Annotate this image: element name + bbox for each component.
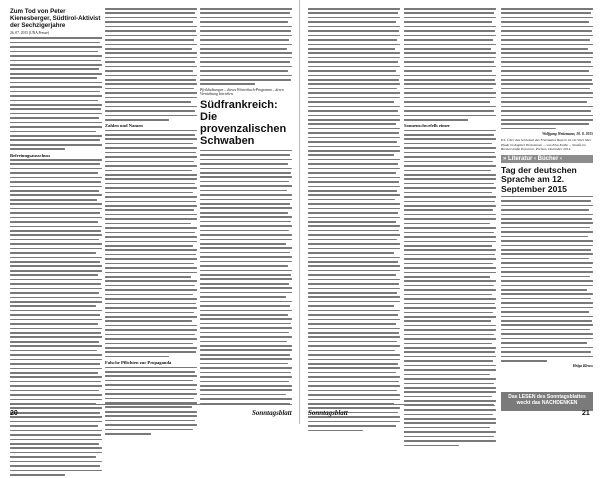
article-kicker: Pfeildichtungen – dieses Wörterbuch-Programm – deren Vernichtung betrieben. <box>200 87 284 97</box>
body-text-block <box>501 8 593 129</box>
body-text-block <box>404 130 496 447</box>
article-byline: 26. 07. 2015 (UNA Presse) <box>10 31 49 35</box>
footer-rule <box>308 404 494 405</box>
body-text-block <box>308 8 400 431</box>
promo-box: Das LESEN des Sonntagsblattes weckt das NACHDENKEN <box>501 392 593 411</box>
body-text-block <box>404 8 496 121</box>
body-text-block <box>200 150 292 405</box>
body-text-block <box>105 8 197 121</box>
column-4 <box>308 8 400 434</box>
postscript-note: P.S. Über das Schicksal des Freistaates Bayern ist ein Wort über Pfade im Kapitel Vorkommen ... von Elsa Kolbe ... Straße im Bremerstraße Provence, Preisen, Dezember 2014. <box>501 138 592 151</box>
footer-rule <box>10 404 292 405</box>
publication-brand: Sonntagsblatt <box>308 409 348 417</box>
author-signature: Wolfgang Weitzmann, 20. 8. 2015 <box>542 132 593 137</box>
author-signature: Helga Kleuss <box>572 364 593 369</box>
body-text-block <box>105 367 197 435</box>
section-banner: » Literatur ‹ Bücher ‹ <box>501 155 593 163</box>
column-3 <box>200 8 292 407</box>
body-text-block <box>200 8 292 85</box>
right-page <box>300 0 600 424</box>
column-2 <box>105 8 197 438</box>
subhead: Befreiungsausschuss <box>10 152 51 158</box>
column-5 <box>404 8 496 449</box>
body-text-block <box>105 130 197 358</box>
column-1 <box>10 8 102 478</box>
article-title: Tag der deutschen Sprache am 12. September 2015 <box>501 165 577 194</box>
page-number: 20 <box>10 410 18 417</box>
body-text-block <box>10 159 102 476</box>
article-title: Zum Tod von Peter Kienesberger, Südtirol-Aktivist der Sechzigerjahre <box>10 8 101 29</box>
page-number: 21 <box>582 410 590 417</box>
column-6 <box>501 8 593 370</box>
subhead: Sonnenschwefelh eimer <box>404 123 451 129</box>
body-text-block <box>501 196 593 362</box>
article-title: Südfrankreich: Die provenzalischen Schwaben <box>200 98 287 147</box>
left-page <box>0 0 300 424</box>
publication-brand: Sonntagsblatt <box>252 409 292 417</box>
subhead: Falsche Pflichten zur Propaganda <box>105 360 172 366</box>
body-text-block <box>10 37 102 150</box>
subhead: Zahlen und Namen <box>105 123 143 129</box>
